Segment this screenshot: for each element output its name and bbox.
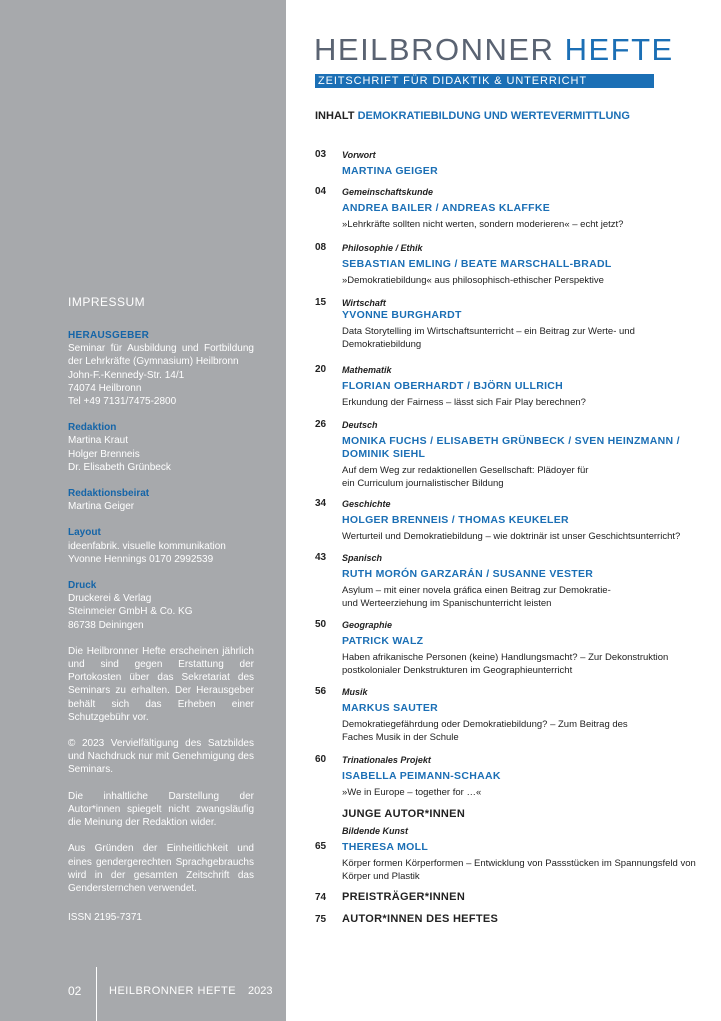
toc-entry (315, 825, 715, 883)
masthead-subtitle: ZEITSCHRIFT FÜR DIDAKTIK & UNTERRICHT (315, 74, 654, 88)
issn: ISSN 2195-7371 (68, 912, 142, 923)
impressum-title: IMPRESSUM (68, 295, 146, 309)
toc-authors: ANDREA BAILER / ANDREAS KLAFFKE (342, 202, 551, 214)
druck-line: Steinmeier GmbH & Co. KG (68, 606, 193, 618)
toc-title: Körper formen Körperformen – Entwicklung von Passstücken im Spannungsfeld von Körper und Plastik (342, 858, 696, 882)
toc-subject: Wirtschaft (342, 298, 386, 308)
druck-line: 86738 Deiningen (68, 619, 144, 631)
toc-page: 15 (315, 297, 327, 308)
impressum-paragraph: Die inhaltliche Darstellung der Autor*innen spiegelt nicht zwangsläufig die Meinung der Redaktion wider. (68, 790, 254, 829)
toc-subject: Geschichte (342, 499, 391, 509)
layout-heading: Layout (68, 527, 101, 539)
toc-entry (315, 364, 715, 410)
toc-entry (315, 419, 715, 490)
toc-title: Demokratiegefährdung oder Demokratiebildung? – Zum Beitrag des Faches Musik in der Schule (342, 719, 628, 743)
toc-page: 03 (315, 149, 327, 160)
footer-year: 2023 (248, 985, 273, 997)
impressum-paragraph: Aus Gründen der Einheitlichkeit und eines gendergerechten Sprachgebrauchs wird in der gesamten Zeitschrift das Gendersternchen verwendet. (68, 843, 254, 894)
impressum-body (68, 329, 254, 908)
toc-page: 34 (315, 498, 327, 509)
toc-subject: Mathematik (342, 365, 392, 375)
toc-authors: RUTH MORÓN GARZARÁN / SUSANNE VESTER (342, 568, 594, 580)
toc-page: 26 (315, 419, 327, 430)
masthead (314, 32, 674, 68)
contents-topic: DEMOKRATIEBILDUNG UND WERTEVERMITTLUNG (357, 110, 630, 122)
impressum-sidebar (0, 0, 286, 1021)
toc-entry (315, 686, 715, 744)
toc-title: Data Storytelling im Wirtschaftsunterricht – ein Beitrag zur Werte- und Demokratiebildung (342, 326, 635, 350)
autoren-page: 75 (315, 914, 327, 925)
toc-page: 04 (315, 186, 327, 197)
layout-line: ideenfabrik. visuelle kommunikation (68, 540, 226, 552)
druck-line: Druckerei & Verlag (68, 593, 152, 605)
toc-title: »Demokratiebildung« aus philosophisch-ethischer Perspektive (342, 275, 604, 286)
toc-authors: ISABELLA PEIMANN-SCHAAK (342, 770, 501, 782)
toc-title: Auf dem Weg zur redaktionellen Gesellschaft: Plädoyer für ein Curriculum journalistischer Bildung (342, 465, 589, 489)
beirat-heading: Redaktionsbeirat (68, 488, 150, 500)
toc-entry (315, 186, 715, 232)
footer-page-number: 02 (68, 984, 82, 998)
toc-authors: THERESA MOLL (342, 841, 429, 853)
herausgeber-line: 74074 Heilbronn (68, 382, 142, 394)
preistraeger-heading: PREISTRÄGER*INNEN (342, 891, 466, 903)
toc-subject: Geographie (342, 620, 393, 630)
toc-page: 50 (315, 619, 327, 630)
redaktion-line: Holger Brenneis (68, 448, 140, 460)
toc-subject: Spanisch (342, 553, 383, 563)
contents-label: INHALT (315, 110, 355, 122)
toc-authors: MARTINA GEIGER (342, 165, 438, 177)
junge-autoren-heading: JUNGE AUTOR*INNEN (342, 808, 466, 820)
masthead-heilbronner: HEILBRONNER (314, 32, 555, 67)
toc-entry (315, 242, 715, 288)
contents-heading (315, 110, 630, 122)
herausgeber-line: Tel +49 7131/7475-2800 (68, 396, 177, 408)
toc-authors: SEBASTIAN EMLING / BEATE MARSCHALL-BRADL (342, 258, 612, 270)
toc-subject: Bildende Kunst (342, 826, 409, 836)
toc-page: 20 (315, 364, 327, 375)
impressum-paragraph: © 2023 Vervielfältigung des Satzbildes und Nachdruck nur mit Genehmigung des Seminars. (68, 738, 254, 776)
masthead-hefte: HEFTE (564, 32, 674, 67)
toc-subject: Trinationales Projekt (342, 755, 431, 765)
toc-entry (315, 149, 715, 178)
preis-page: 74 (315, 892, 327, 903)
toc-entry (315, 619, 715, 677)
toc-page: 08 (315, 242, 327, 253)
toc-title: »We in Europe – together for …« (342, 787, 482, 798)
toc-page: 56 (315, 686, 327, 697)
toc-authors: FLORIAN OBERHARDT / BJÖRN ULLRICH (342, 380, 564, 392)
layout-line: Yvonne Hennings 0170 2992539 (68, 553, 214, 565)
toc-title: »Lehrkräfte sollten nicht werten, sondern moderieren« – echt jetzt? (342, 219, 624, 230)
toc-subject: Deutsch (342, 420, 378, 430)
toc-subject: Musik (342, 687, 368, 697)
toc-title: Asylum – mit einer novela gráfica einen Beitrag zur Demokratie- und Werteerziehung im Spanischunterricht leisten (342, 585, 611, 609)
autoren-heading: AUTOR*INNEN DES HEFTES (342, 913, 499, 925)
footer-divider (96, 967, 97, 1021)
toc-entry (315, 754, 715, 800)
toc-title: Erkundung der Fairness – lässt sich Fair Play berechnen? (342, 397, 586, 408)
toc-title: Haben afrikanische Personen (keine) Handlungsmacht? – Zur Dekonstruktion postkolonialer Denkstrukturen im Geographieunterricht (342, 652, 669, 676)
toc-entry (315, 498, 715, 544)
toc-authors: HOLGER BRENNEIS / THOMAS KEUKELER (342, 514, 569, 526)
toc-authors: MARKUS SAUTER (342, 702, 439, 714)
beirat-line: Martina Geiger (68, 501, 135, 513)
toc-page: 60 (315, 754, 327, 765)
toc-entry (315, 552, 715, 610)
toc-entry (315, 297, 715, 351)
toc-authors: PATRICK WALZ (342, 635, 424, 647)
toc-subject: Gemeinschaftskunde (342, 187, 434, 197)
footer-title: HEILBRONNER HEFTE (109, 985, 237, 997)
toc-page: 43 (315, 552, 327, 563)
toc-subject: Vorwort (342, 150, 376, 160)
toc-authors: MONIKA FUCHS / ELISABETH GRÜNBECK / SVEN HEINZMANN / DOMINIK SIEHL (342, 435, 680, 460)
toc-page: 65 (315, 841, 327, 852)
impressum-paragraph: Die Heilbronner Hefte erscheinen jährlich und sind gegen Erstattung der Portokosten über das Sekretariat des Seminars zu erhalten. Der Herausgeber behält sich das Erheben einer Schutzgebühr vor. (68, 645, 254, 723)
redaktion-line: Dr. Elisabeth Grünbeck (68, 461, 171, 473)
herausgeber-line: Seminar für Ausbildung und Fortbildung der Lehrkräfte (Gymnasium) Heilbronn (68, 343, 254, 368)
toc-subject: Philosophie / Ethik (342, 243, 423, 253)
druck-heading: Druck (68, 580, 97, 592)
redaktion-heading: Redaktion (68, 422, 117, 434)
herausgeber-line: John-F.-Kennedy-Str. 14/1 (68, 369, 185, 381)
toc-authors: YVONNE BURGHARDT (342, 309, 462, 321)
herausgeber-heading: HERAUSGEBER (68, 330, 150, 341)
toc-title: Werturteil und Demokratiebildung – wie doktrinär ist unser Geschichtsunterricht? (342, 531, 681, 542)
redaktion-line: Martina Kraut (68, 435, 129, 447)
